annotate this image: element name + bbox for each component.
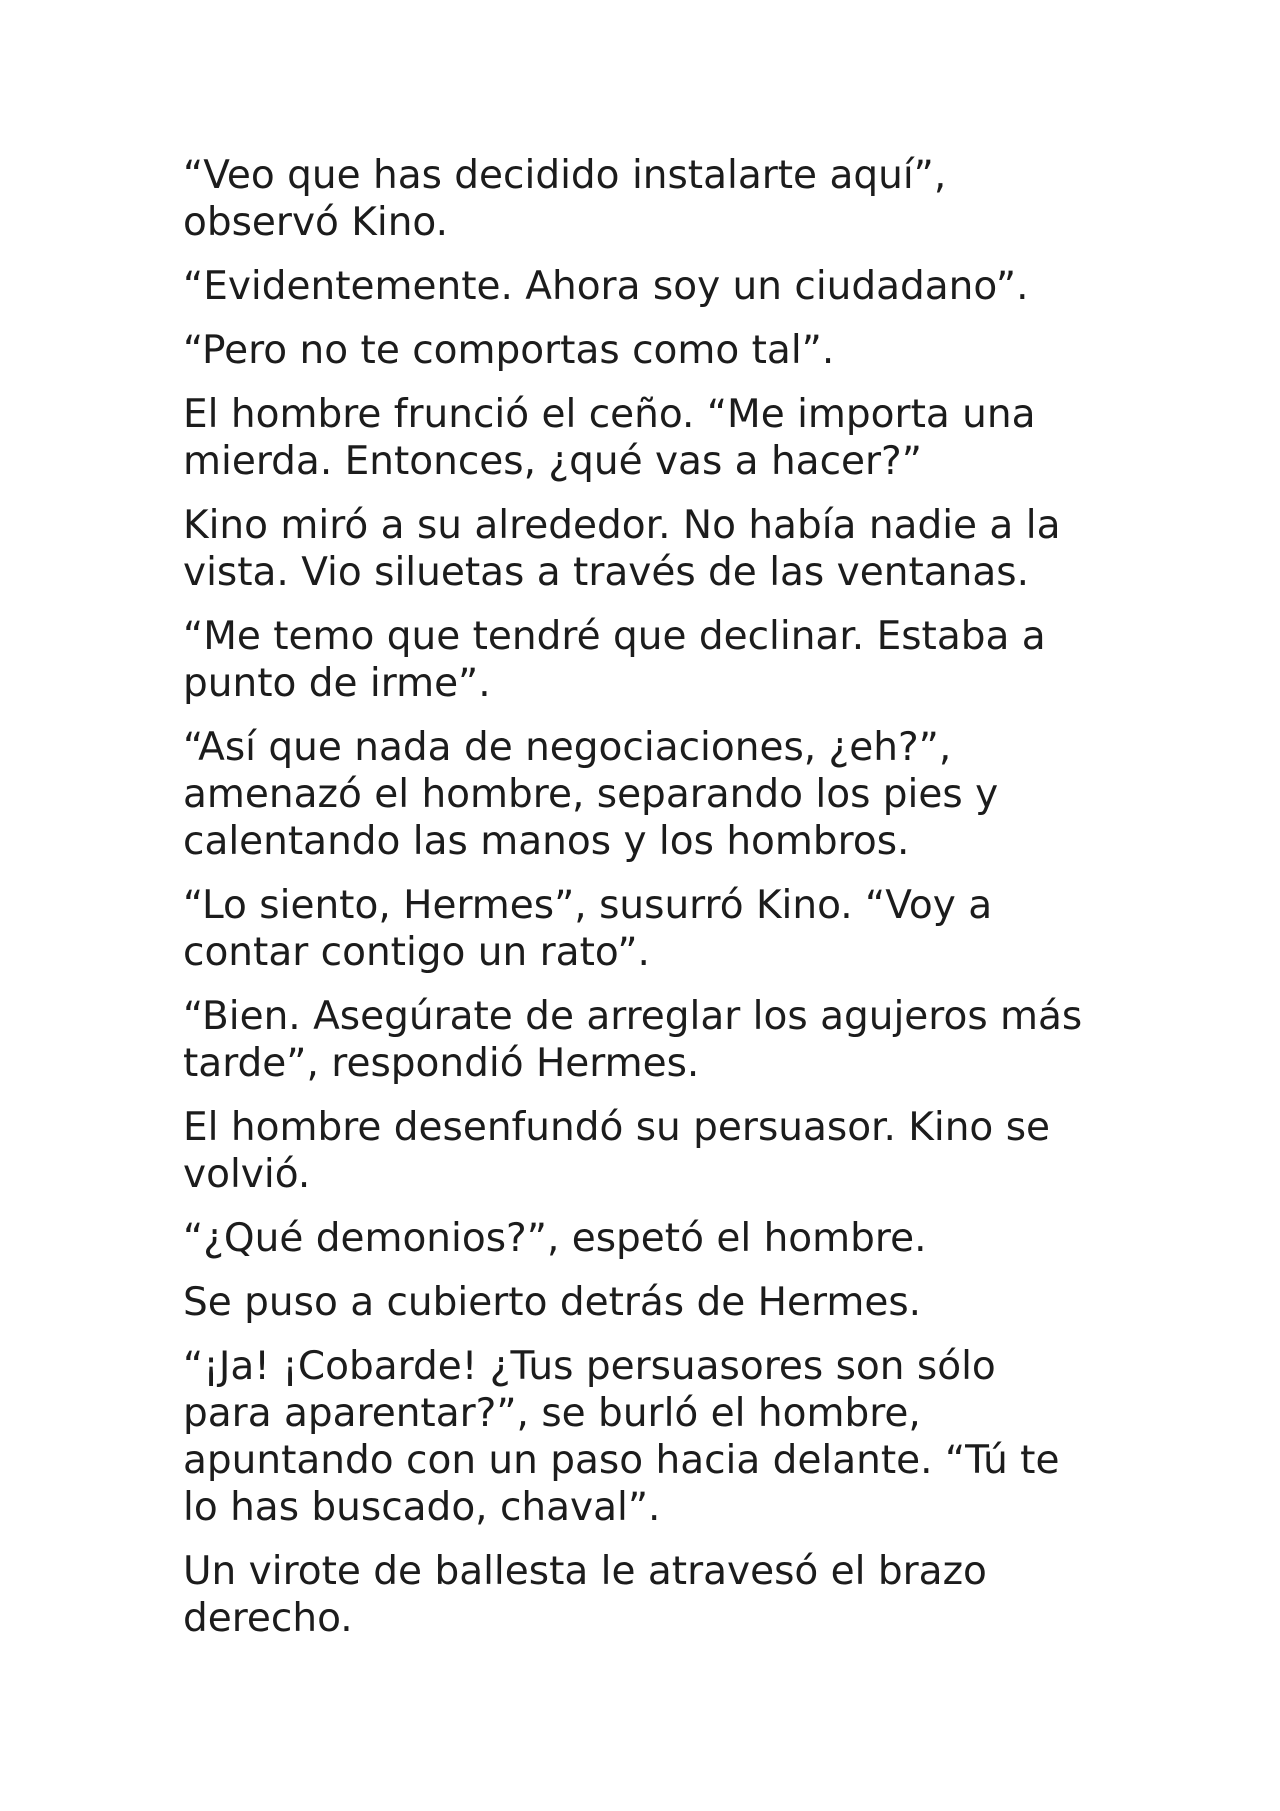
body-text — [183, 152, 1103, 1659]
paragraph-1: “Veo que has decidido instalarte aquí”, observó Kino. — [183, 153, 947, 245]
paragraph-6: “Me temo que tendré que declinar. Estaba a punto de irme”. — [183, 614, 1046, 706]
paragraph-14: Un virote de ballesta le atravesó el brazo derecho. — [183, 1549, 987, 1641]
paragraph-4: El hombre frunció el ceño. “Me importa una mierda. Entonces, ¿qué vas a hacer?” — [183, 392, 1036, 484]
paragraph-2: “Evidentemente. Ahora soy un ciudadano”. — [183, 264, 1029, 309]
paragraph-9: “Bien. Asegúrate de arreglar los agujeros más tarde”, respondió Hermes. — [183, 994, 1083, 1086]
paragraph-12: Se puso a cubierto detrás de Hermes. — [183, 1280, 922, 1325]
paragraph-11: “¿Qué demonios?”, espetó el hombre. — [183, 1216, 927, 1261]
paragraph-7: “Así que nada de negociaciones, ¿eh?”, amenazó el hombre, separando los pies y calentando las manos y los hombros. — [183, 725, 999, 864]
paragraph-13: “¡Ja! ¡Cobarde! ¿Tus persuasores son sólo para aparentar?”, se burló el hombre, apuntando con un paso hacia delante. “Tú te lo has buscado, chaval”. — [183, 1344, 1060, 1530]
paragraph-10: El hombre desenfundó su persuasor. Kino se volvió. — [183, 1105, 1051, 1197]
paragraph-3: “Pero no te comportas como tal”. — [183, 328, 835, 373]
paragraph-8: “Lo siento, Hermes”, susurró Kino. “Voy a contar contigo un rato”. — [183, 883, 993, 975]
paragraph-5: Kino miró a su alrededor. No había nadie a la vista. Vio siluetas a través de las ventanas. — [183, 503, 1061, 595]
